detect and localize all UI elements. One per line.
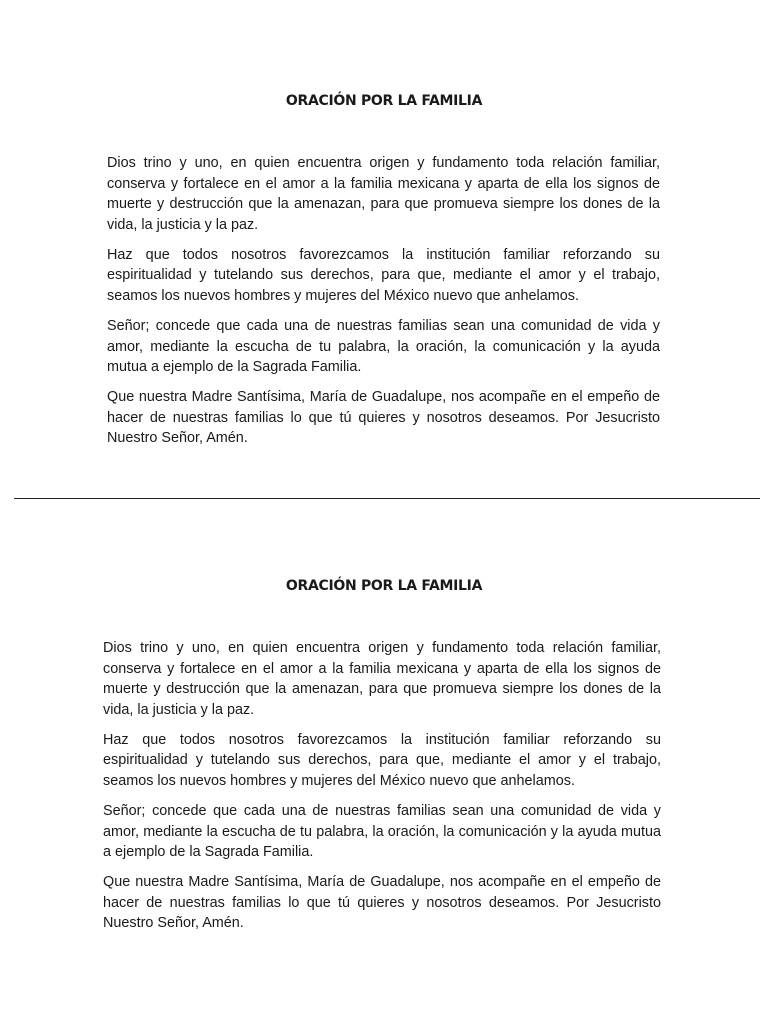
paragraph: Dios trino y uno, en quien encuentra origen y fundamento toda relación familiar, conserva y fortalece en el amor a la familia mexicana y aparta de ella los signos de muerte y destrucción que la amenazan, para que promueva siempre los dones de la vida, la justicia y la paz. xyxy=(103,640,661,718)
prayer-body xyxy=(107,153,660,458)
prayer-body xyxy=(103,638,661,943)
paragraph: Señor; concede que cada una de nuestras familias sean una comunidad de vida y amor, mediante la escucha de tu palabra, la oración, la comunicación y la ayuda mutua a ejemplo de la Sagrada Familia. xyxy=(107,317,660,376)
document-page-2 xyxy=(0,500,768,1024)
paragraph: Señor; concede que cada una de nuestras familias sean una comunidad de vida y amor, mediante la escucha de tu palabra, la oración, la comunicación y la ayuda mutua a ejemplo de la Sagrada Familia. xyxy=(103,802,661,861)
page-title: ORACIÓN POR LA FAMILIA xyxy=(285,93,483,109)
document-page-1 xyxy=(0,0,768,498)
paragraph: Que nuestra Madre Santísima, María de Guadalupe, nos acompañe en el empeño de hacer de nuestras familias lo que tú quieres y nosotros deseamos. Por Jesucristo Nuestro Señor, Amén. xyxy=(107,389,660,447)
paragraph: Haz que todos nosotros favorezcamos la institución familiar reforzando su espiritualidad y tutelando sus derechos, para que, mediante el amor y el trabajo, seamos los nuevos hombres y mujeres del México nuevo que anhelamos. xyxy=(107,246,660,304)
page-title: ORACIÓN POR LA FAMILIA xyxy=(285,578,483,594)
paragraph: Dios trino y uno, en quien encuentra origen y fundamento toda relación familiar, conserva y fortalece en el amor a la familia mexicana y aparta de ella los signos de muerte y destrucción que la amenazan, para que promueva siempre los dones de la vida, la justicia y la paz. xyxy=(107,155,660,233)
page-divider xyxy=(14,498,760,499)
paragraph: Haz que todos nosotros favorezcamos la institución familiar reforzando su espiritualidad y tutelando sus derechos, para que, mediante el amor y el trabajo, seamos los nuevos hombres y mujeres del México nuevo que anhelamos. xyxy=(103,731,661,789)
paragraph: Que nuestra Madre Santísima, María de Guadalupe, nos acompañe en el empeño de hacer de nuestras familias lo que tú quieres y nosotros deseamos. Por Jesucristo Nuestro Señor, Amén. xyxy=(103,874,661,932)
